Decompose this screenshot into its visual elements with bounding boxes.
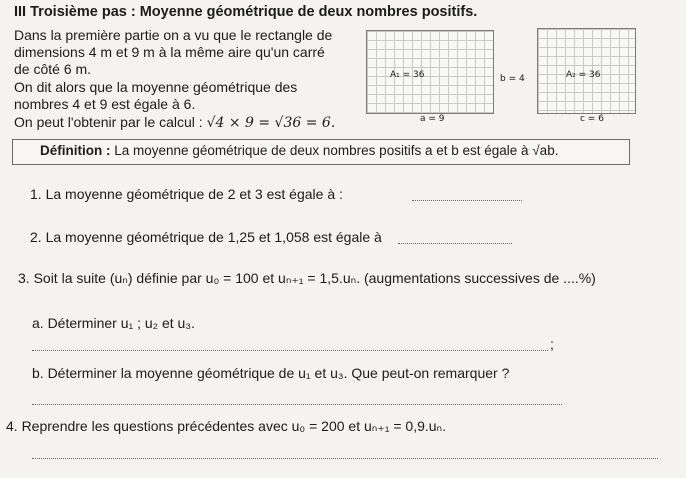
intro-line-6-prefix: On peut l'obtenir par le calcul :: [14, 114, 203, 130]
section-title: III Troisième pas : Moyenne géométrique de deux nombres positifs.: [14, 4, 478, 20]
answer-line-4[interactable]: [32, 458, 658, 459]
intro-line-6: [14, 114, 335, 131]
question-3a: a. Déterminer u₁ ; u₂ et u₃.: [32, 315, 195, 331]
definition-body: La moyenne géométrique de deux nombres positifs a et b est égale à √ab.: [114, 143, 559, 158]
answer-line-3b[interactable]: [32, 404, 562, 405]
rectangle-area-label: A₁ = 36: [390, 70, 425, 80]
answer-line-3a-end: ;: [550, 336, 554, 352]
question-3: 3. Soit la suite (uₙ) définie par u₀ = 100 et uₙ₊₁ = 1,5.uₙ. (augmentations successives de ....%): [18, 270, 596, 286]
rectangle-grid: [366, 30, 494, 114]
rectangle-height-label: b = 4: [500, 74, 525, 84]
square-area-label: A₂ = 36: [566, 70, 601, 80]
intro-line-1: Dans la première partie on a vu que le rectangle de: [14, 27, 333, 43]
answer-line-1[interactable]: [412, 200, 522, 201]
question-1: 1. La moyenne géométrique de 2 et 3 est égale à :: [30, 186, 343, 202]
intro-line-4: On dit alors que la moyenne géométrique des: [14, 79, 298, 95]
definition-label: Définition :: [40, 143, 111, 158]
definition-text: [40, 143, 558, 158]
rectangle-base-label: a = 9: [420, 114, 445, 124]
square-side-label: c = 6: [580, 114, 604, 124]
intro-line-3: de côté 6 m.: [14, 61, 92, 77]
answer-line-3a[interactable]: [32, 350, 548, 351]
intro-line-5: nombres 4 et 9 est égale à 6.: [14, 96, 196, 112]
intro-formula: √4 × 9 = √36 = 6.: [206, 115, 336, 131]
question-4: 4. Reprendre les questions précédentes avec u₀ = 200 et uₙ₊₁ = 0,9.uₙ.: [6, 418, 447, 434]
question-3b: b. Déterminer la moyenne géométrique de u₁ et u₃. Que peut-on remarquer ?: [32, 365, 510, 381]
question-2: 2. La moyenne géométrique de 1,25 et 1,058 est égale à: [30, 229, 382, 245]
answer-line-2[interactable]: [398, 243, 512, 244]
intro-line-2: dimensions 4 m et 9 m à la même aire qu'un carré: [14, 44, 325, 60]
